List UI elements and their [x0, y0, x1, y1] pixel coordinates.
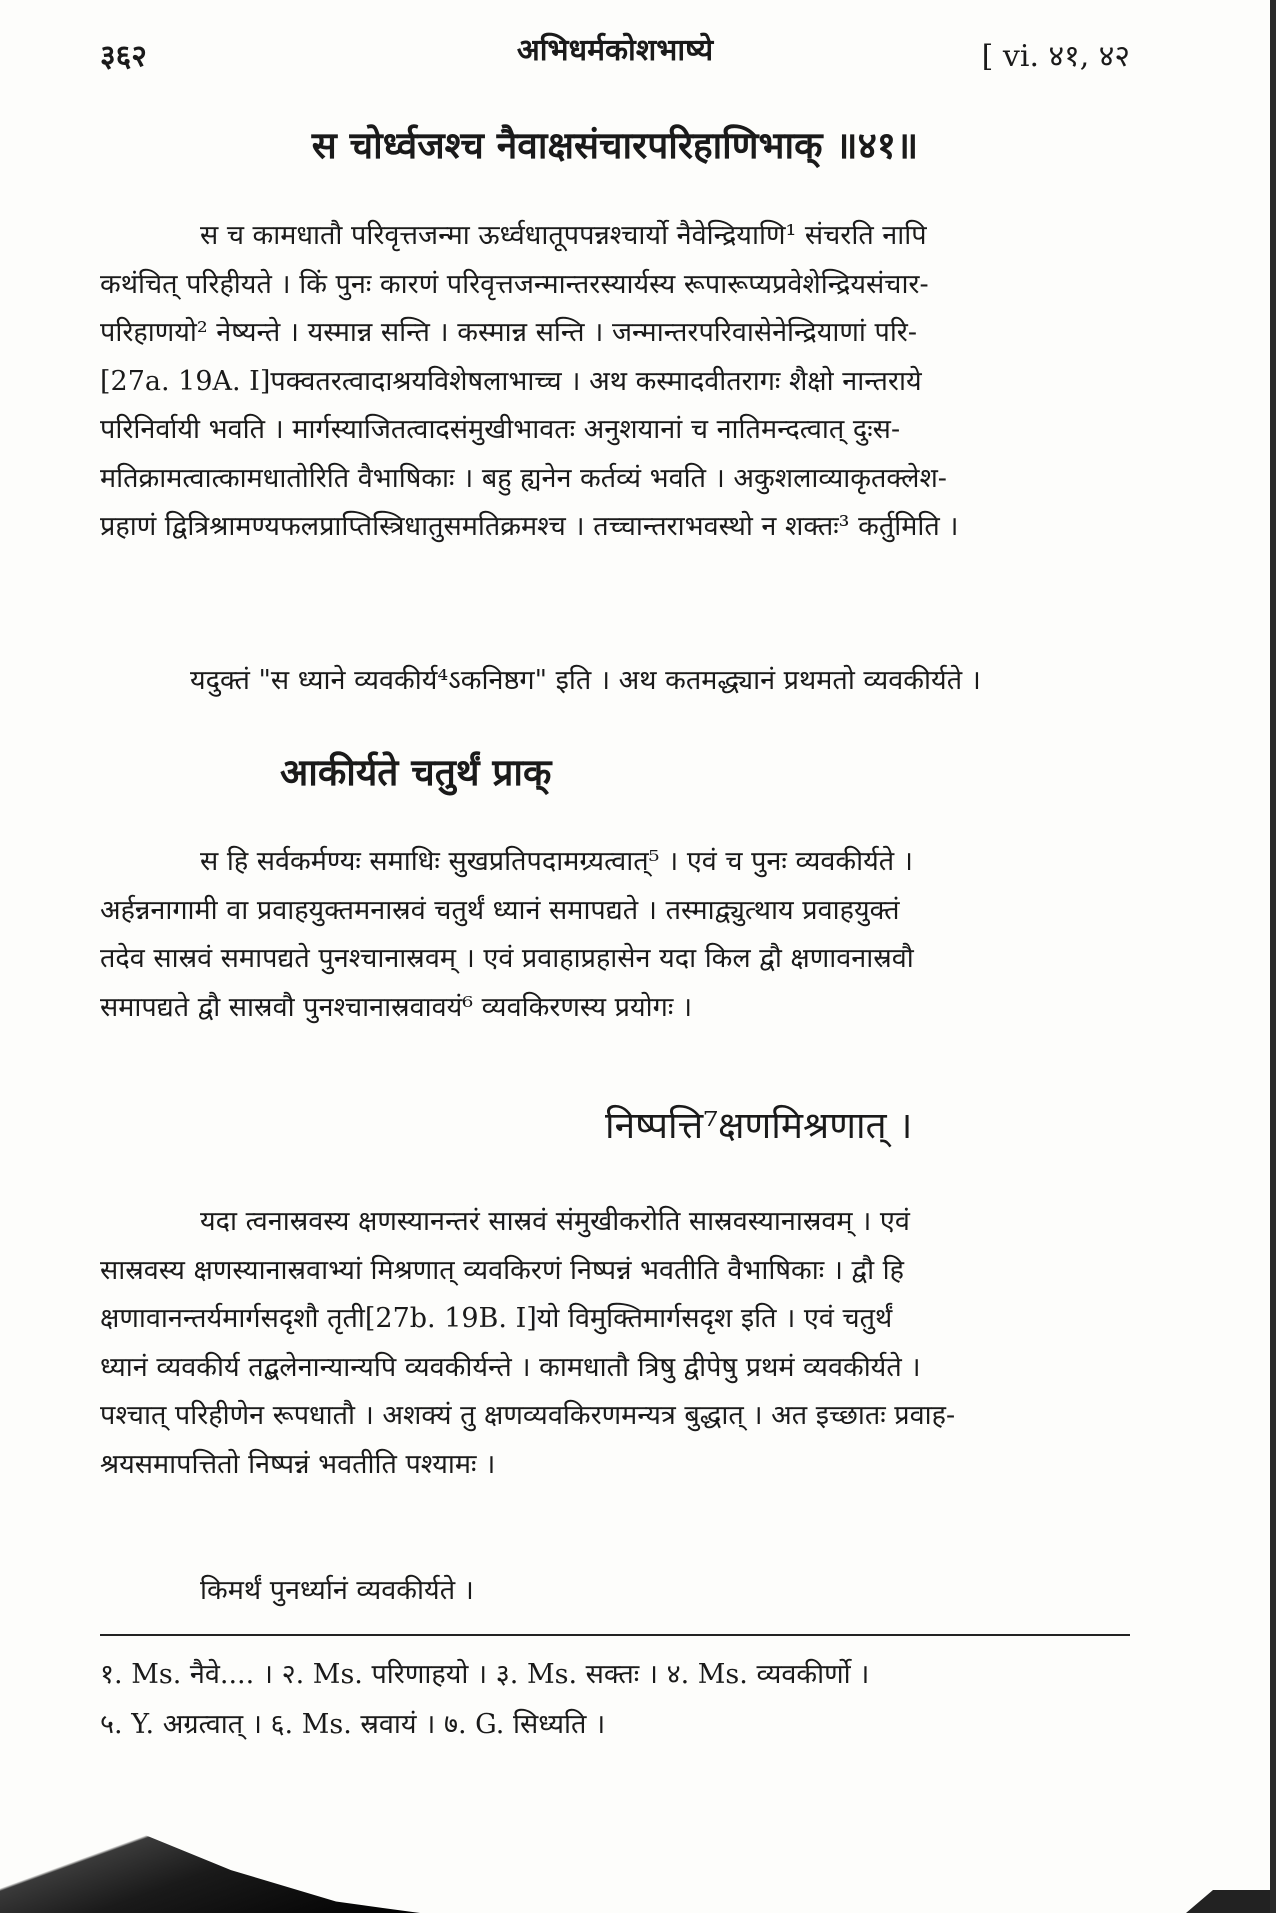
footnote-divider	[100, 1634, 1130, 1636]
running-title: अभिधर्मकोशभाष्ये	[516, 33, 714, 68]
text-line: तदेव सास्रवं समापद्यते पुनश्चानास्रवम् । एवं प्रवाहाप्रहासेन यदा किल द्वौ क्षणावनास्रवौ	[100, 943, 914, 974]
text-line: अर्हन्ननागामी वा प्रवाहयुक्तमनास्रवं चतुर्थं ध्यानं समापद्यते । तस्माद्व्युत्थाय प्रवाहयुक्तं	[100, 894, 900, 926]
commentary-paragraph-1	[100, 212, 1130, 552]
text-line: सास्रवस्य क्षणस्यानास्रवाभ्यां मिश्रणात् व्यवकिरणं निष्पन्नं भवतीति वैभाषिकाः । द्वौ हि	[100, 1254, 904, 1286]
text-line: स हि सर्वकर्मण्यः समाधिः सुखप्रतिपदामग्र्यत्वात्⁵ । एवं च पुनः व्यवकीर्यते ।	[200, 846, 913, 877]
page-number: ३६२	[100, 39, 147, 74]
text-line: क्षणावानन्तर्यमार्गसदृशौ तृती[27b. 19B. I]यो विमुक्तिमार्गसदृश इति । एवं चतुर्थं	[100, 1303, 893, 1334]
text-line: यदा त्वनास्रवस्य क्षणस्यानन्तरं सास्रवं संमुखीकरोति सास्रवस्यानास्रवम् । एवं	[200, 1206, 910, 1237]
text-line: [27a. 19A. I]पक्वतरत्वादाश्रयविशेषलाभाच्च । अथ कस्मादवीतरागः शैक्षो नान्तराये	[100, 365, 922, 397]
commentary-paragraph-3	[100, 1198, 1130, 1489]
text-line: परिनिर्वायी भवति । मार्गस्याजितत्वादसंमुखीभावतः अनुशयानां च नातिमन्दत्वात् दुःस-	[100, 414, 901, 445]
question-line: किमर्थं पुनर्ध्यानं व्यवकीर्यते ।	[200, 1575, 474, 1606]
footnote-line: ५. Y. अग्रत्वात् । ६. Ms. स्रवायं । ७. G. सिध्यति ।	[100, 1709, 606, 1740]
text-line: समापद्यते द्वौ सास्रवौ पुनश्चानास्रवावयं⁶ व्यवकिरणस्य प्रयोगः ।	[100, 991, 693, 1023]
page-edge-shadow	[1270, 0, 1276, 1913]
text-line: कथंचित् परिहीयते । किं पुनः कारणं परिवृत्तजन्मान्तरस्यार्यस्य रूपारूप्यप्रवेशेन्द्रियसंचार-	[100, 268, 929, 300]
verse-41: स चोर्ध्वजश्च नैवाक्षसंचारपरिहाणिभाक् ॥४१॥	[311, 123, 919, 167]
text-line: मतिक्रामत्वात्कामधातोरिति वैभाषिकाः । बहु ह्यनेन कर्तव्यं भवति । अकुशलाव्याकृतक्लेश-	[100, 462, 947, 494]
text-line: स च कामधातौ परिवृत्तजन्मा ऊर्ध्वधातूपपन्नश्चार्यो नैवेन्द्रियाणि¹ संचरति नापि	[200, 220, 927, 251]
text-line: पश्चात् परिहीणेन रूपधातौ । अशक्यं तु क्षणव्यवकिरणमन्यत्र बुद्धात् । अत इच्छातः प्रवाह-	[100, 1400, 956, 1431]
verse-42a: आकीर्यते चतुर्थं प्राक्	[280, 750, 552, 794]
text-line: परिहाणयो² नेष्यन्ते । यस्मान्न सन्ति । कस्मान्न सन्ति । जन्मान्तरपरिवासेनेन्द्रियाणां परि-	[100, 317, 917, 348]
footnotes	[100, 1650, 1130, 1750]
scan-shadow-corner	[1186, 1890, 1276, 1913]
quote-line: यदुक्तं "स ध्याने व्यवकीर्य⁴ऽकनिष्ठग" इति । अथ कतमद्ध्यानं प्रथमतो व्यवकीर्यते ।	[190, 665, 981, 696]
footnote-line: १. Ms. नैवे.... । २. Ms. परिणाहयो । ३. Ms. सक्तः । ४. Ms. व्यवकीर्णो ।	[100, 1659, 870, 1690]
running-header	[100, 28, 1130, 78]
section-reference: [ vi. ४१, ४२	[981, 39, 1130, 74]
text-line: प्रहाणं द्वित्रिश्रामण्यफलप्राप्तिस्त्रिधातुसमतिक्रमश्च । तच्चान्तराभवस्थो न शक्तः³ कर्तुमिति ।	[100, 511, 959, 542]
scan-shadow	[0, 1770, 420, 1913]
text-line: ध्यानं व्यवकीर्य तद्बलेनान्यान्यपि व्यवकीर्यन्ते । कामधातौ त्रिषु द्वीपेषु प्रथमं व्यवकीर्यते ।	[100, 1351, 921, 1383]
commentary-paragraph-2	[100, 838, 1130, 1032]
text-line: श्रयसमापत्तितो निष्पन्नं भवतीति पश्यामः ।	[100, 1448, 496, 1480]
verse-42b: निष्पत्ति⁷क्षणमिश्रणात् ।	[605, 1104, 913, 1147]
